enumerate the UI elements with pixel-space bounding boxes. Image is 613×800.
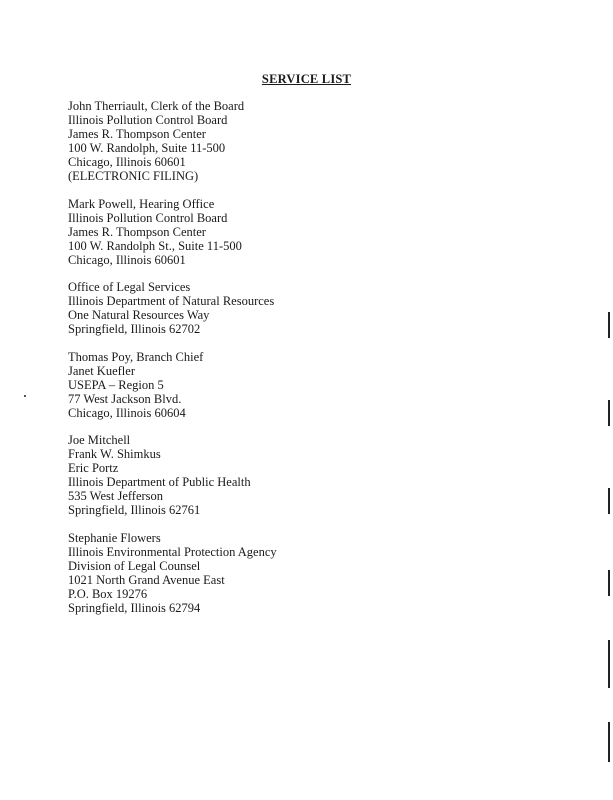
address-line: Frank W. Shimkus — [68, 447, 161, 461]
address-line: Springfield, Illinois 62702 — [68, 322, 201, 336]
address-line: Stephanie Flowers — [68, 530, 161, 545]
scan-margin-mark — [608, 722, 610, 762]
scan-margin-mark — [608, 488, 610, 514]
address-line: 100 W. Randolph, Suite 11-500 — [68, 141, 226, 155]
address-line: Illinois Pollution Control Board — [68, 210, 228, 225]
address-line: Janet Kuefler — [68, 363, 135, 378]
service-entry — [68, 99, 488, 183]
scan-speck — [24, 395, 26, 397]
address-line: Office of Legal Services — [68, 280, 191, 294]
address-line: Eric Portz — [68, 461, 119, 475]
service-entry — [68, 531, 488, 615]
address-line: Illinois Department of Natural Resources — [68, 294, 275, 308]
address-line: Chicago, Illinois 60601 — [68, 252, 186, 267]
address-line: Springfield, Illinois 62761 — [68, 503, 201, 517]
address-line: John Therriault, Clerk of the Board — [68, 99, 245, 113]
address-line: Springfield, Illinois 62794 — [68, 600, 201, 615]
address-line: Chicago, Illinois 60601 — [68, 155, 186, 169]
address-line: James R. Thompson Center — [68, 127, 206, 141]
scan-margin-mark — [608, 640, 610, 688]
address-line: 535 West Jefferson — [68, 489, 164, 503]
scan-margin-mark — [608, 570, 610, 596]
address-line: USEPA – Region 5 — [68, 377, 164, 392]
address-line: P.O. Box 19276 — [68, 586, 148, 601]
address-line: (ELECTRONIC FILING) — [68, 169, 199, 183]
address-line: Illinois Department of Public Health — [68, 475, 251, 489]
scan-margin-mark — [608, 400, 610, 426]
page-title: SERVICE LIST — [261, 72, 352, 86]
address-line: One Natural Resources Way — [68, 308, 210, 322]
address-line: Chicago, Illinois 60604 — [68, 405, 186, 420]
address-line: Mark Powell, Hearing Office — [68, 196, 215, 211]
address-line: Illinois Pollution Control Board — [68, 113, 228, 127]
address-line: Division of Legal Counsel — [68, 558, 201, 573]
address-line: 77 West Jackson Blvd. — [68, 391, 182, 406]
service-entry — [68, 433, 488, 517]
address-line: 100 W. Randolph St., Suite 11-500 — [68, 238, 242, 253]
address-line: 1021 North Grand Avenue East — [68, 572, 225, 587]
address-line: James R. Thompson Center — [68, 224, 206, 239]
service-entry — [68, 197, 488, 267]
scan-margin-mark — [608, 312, 610, 338]
service-entry — [68, 280, 488, 336]
service-entry — [68, 350, 488, 420]
address-line: Joe Mitchell — [68, 433, 131, 447]
address-line: Illinois Environmental Protection Agency — [68, 544, 277, 559]
address-line: Thomas Poy, Branch Chief — [68, 349, 204, 364]
service-list — [68, 99, 488, 628]
